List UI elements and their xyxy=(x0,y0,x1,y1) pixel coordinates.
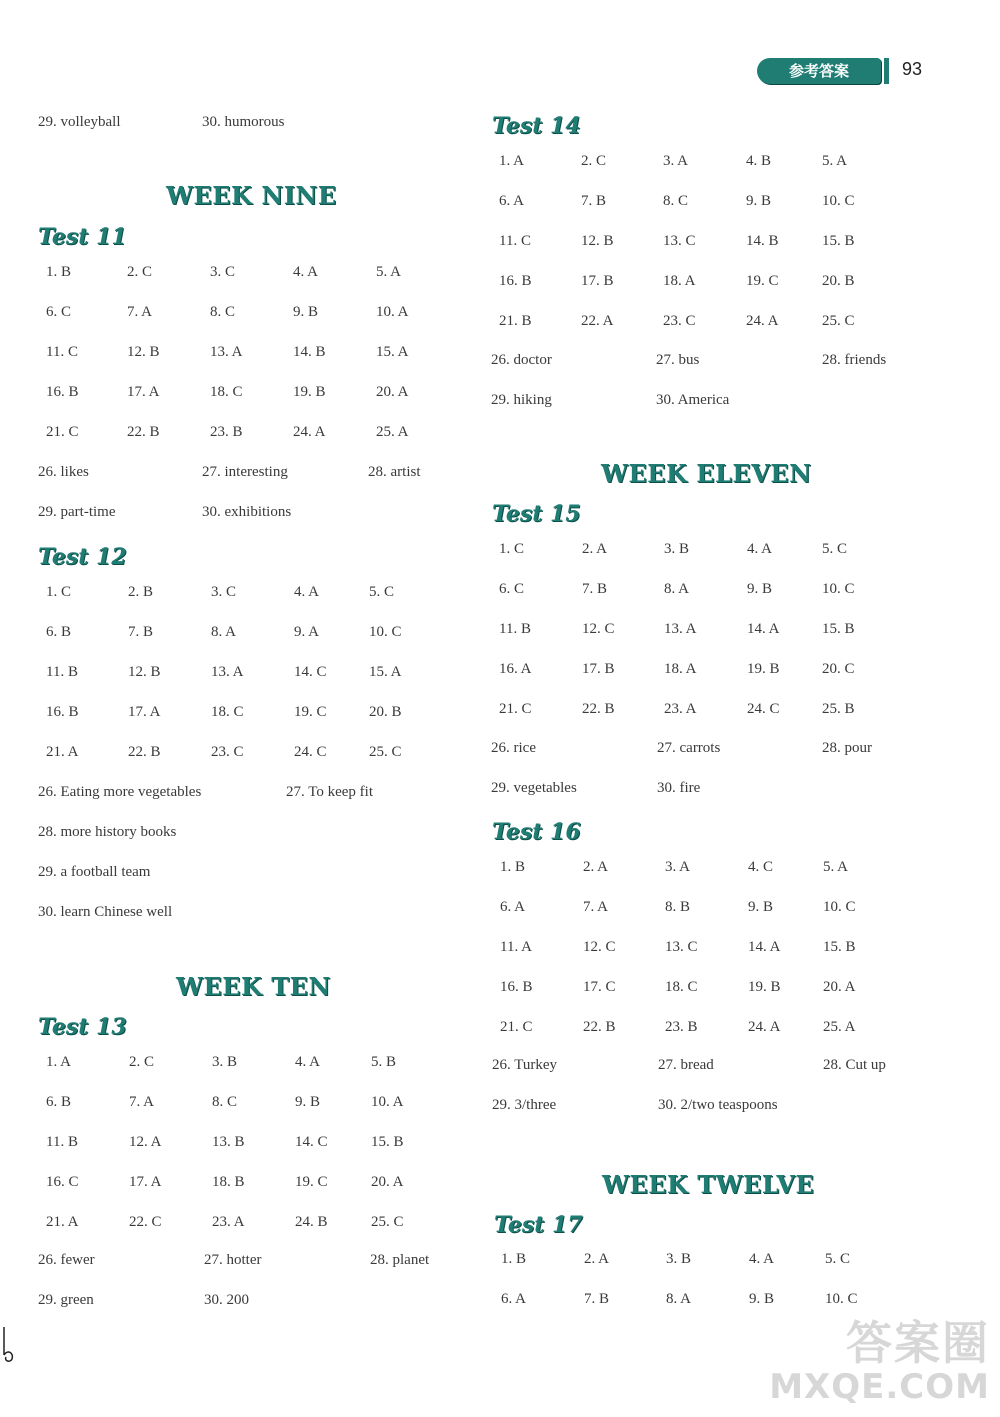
answer-item: 22. B xyxy=(127,424,160,440)
answer-item: 3. A xyxy=(665,859,691,875)
answer-item: 8. B xyxy=(665,899,691,915)
answer-item: 10. C xyxy=(822,581,855,597)
answer-item: 3. C xyxy=(211,584,237,600)
answer-item: 30. 2/two teaspoons xyxy=(658,1097,778,1113)
answer-item: 17. A xyxy=(128,704,161,720)
answer-item: 25. C xyxy=(371,1214,404,1230)
answer-item: 9. A xyxy=(294,624,320,640)
answer-item: 28. planet xyxy=(370,1252,430,1268)
test-heading: Test 11 xyxy=(38,224,127,250)
answer-item: 1. B xyxy=(46,264,72,280)
answer-item: 9. B xyxy=(749,1291,775,1307)
answer-item: 13. A xyxy=(210,344,243,360)
answer-item: 4. B xyxy=(746,153,772,169)
answer-item: 1. B xyxy=(500,859,526,875)
answer-item: 8. C xyxy=(663,193,689,209)
answer-item: 7. A xyxy=(127,304,153,320)
answer-item: 16. B xyxy=(500,979,533,995)
answer-item: 19. C xyxy=(295,1174,328,1190)
answer-item: 18. B xyxy=(212,1174,245,1190)
answer-item: 26. Turkey xyxy=(492,1057,558,1073)
corner-ornament-icon xyxy=(0,1325,20,1365)
answer-item: 3. C xyxy=(210,264,236,280)
answer-item: 6. A xyxy=(501,1291,527,1307)
answer-item: 13. A xyxy=(211,664,244,680)
section-badge: 参考答案 xyxy=(757,58,881,84)
answer-item: 26. likes xyxy=(38,464,89,480)
answer-item: 23. A xyxy=(212,1214,245,1230)
answer-item: 7. B xyxy=(581,193,607,209)
answer-item: 7. B xyxy=(584,1291,610,1307)
answer-item: 17. B xyxy=(582,661,615,677)
answer-item: 8. C xyxy=(212,1094,238,1110)
answer-item: 4. A xyxy=(747,541,773,557)
answer-item: 6. B xyxy=(46,1094,72,1110)
answer-item: 5. A xyxy=(822,153,848,169)
answer-item: 24. A xyxy=(293,424,326,440)
answer-item: 24. B xyxy=(295,1214,328,1230)
answer-item: 1. B xyxy=(501,1251,527,1267)
answer-item: 2. C xyxy=(581,153,607,169)
answer-item: 1. C xyxy=(499,541,525,557)
answer-item: 20. A xyxy=(376,384,409,400)
answer-item: 12. A xyxy=(129,1134,162,1150)
answer-item: 22. A xyxy=(581,313,614,329)
answer-item: 16. B xyxy=(499,273,532,289)
answer-item: 5. A xyxy=(376,264,402,280)
answer-item: 11. A xyxy=(500,939,532,955)
answer-item: 1. A xyxy=(46,1054,72,1070)
answer-item: 23. C xyxy=(211,744,244,760)
answer-item: 26. Eating more vegetables xyxy=(38,784,202,800)
answer-item: 21. C xyxy=(499,701,532,717)
week-heading: WEEK ELEVEN xyxy=(601,459,812,488)
answer-item: 10. A xyxy=(371,1094,404,1110)
answer-item: 17. B xyxy=(581,273,614,289)
answer-item: 12. B xyxy=(128,664,161,680)
answer-item: 19. C xyxy=(746,273,779,289)
test-heading: Test 14 xyxy=(492,113,581,139)
answer-item: 20. A xyxy=(371,1174,404,1190)
answer-item: 8. A xyxy=(666,1291,692,1307)
answer-item: 20. A xyxy=(823,979,856,995)
answer-item: 16. A xyxy=(499,661,532,677)
answer-item: 24. A xyxy=(746,313,779,329)
answer-item: 5. A xyxy=(823,859,849,875)
answer-item: 26. fewer xyxy=(38,1252,95,1268)
answer-item: 30. exhibitions xyxy=(202,504,292,520)
answer-item: 21. C xyxy=(46,424,79,440)
answer-item: 22. B xyxy=(583,1019,616,1035)
answer-item: 19. B xyxy=(748,979,781,995)
answer-item: 20. B xyxy=(369,704,402,720)
answer-item: 19. C xyxy=(294,704,327,720)
answer-item: 6. A xyxy=(499,193,525,209)
answer-item: 14. B xyxy=(746,233,779,249)
answer-item: 7. B xyxy=(582,581,608,597)
answer-item: 18. C xyxy=(210,384,243,400)
answer-item: 4. A xyxy=(294,584,320,600)
answer-item: 14. C xyxy=(295,1134,328,1150)
answer-item: 29. part-time xyxy=(38,504,116,520)
watermark-line1: 答案圈 xyxy=(846,1316,990,1370)
answer-item: 4. A xyxy=(293,264,319,280)
answer-item: 29. 3/three xyxy=(492,1097,557,1113)
answer-item: 15. B xyxy=(822,233,855,249)
answer-item: 3. B xyxy=(664,541,690,557)
answer-item: 29. vegetables xyxy=(491,780,577,796)
answer-item: 29. hiking xyxy=(491,392,552,408)
answer-item: 23. B xyxy=(210,424,243,440)
answer-item: 29. green xyxy=(38,1292,94,1308)
answer-item: 9. B xyxy=(747,581,773,597)
answer-item: 3. B xyxy=(666,1251,692,1267)
answer-item: 4. A xyxy=(295,1054,321,1070)
answer-item: 11. B xyxy=(46,664,78,680)
answer-item: 15. A xyxy=(376,344,409,360)
answer-item: 8. C xyxy=(210,304,236,320)
answer-item: 23. B xyxy=(665,1019,698,1035)
answer-item: 16. B xyxy=(46,704,79,720)
answer-item: 23. C xyxy=(663,313,696,329)
answer-item: 26. rice xyxy=(491,740,536,756)
answer-item: 27. bus xyxy=(656,352,700,368)
answer-item: 15. B xyxy=(823,939,856,955)
answer-item: 14. B xyxy=(293,344,326,360)
answer-item: 12. B xyxy=(127,344,160,360)
answer-item: 10. C xyxy=(369,624,402,640)
answer-item: 13. A xyxy=(664,621,697,637)
answer-item: 13. C xyxy=(665,939,698,955)
answer-item: 6. C xyxy=(46,304,72,320)
answer-item: 13. C xyxy=(663,233,696,249)
watermark-line2: MXQE.COM xyxy=(769,1367,990,1407)
answer-item: 29. a football team xyxy=(38,864,151,880)
answer-item: 11. B xyxy=(499,621,531,637)
answer-item: 21. C xyxy=(500,1019,533,1035)
answer-item: 24. C xyxy=(747,701,780,717)
answer-item: 28. more history books xyxy=(38,824,177,840)
answer-item: 9. B xyxy=(295,1094,321,1110)
answer-item: 22. B xyxy=(128,744,161,760)
answer-item: 16. C xyxy=(46,1174,79,1190)
answer-item: 2. B xyxy=(128,584,154,600)
answer-item: 1. A xyxy=(499,153,525,169)
answer-item: 20. C xyxy=(822,661,855,677)
answer-item: 27. To keep fit xyxy=(286,784,373,800)
answer-item: 13. B xyxy=(212,1134,245,1150)
answer-item: 24. C xyxy=(294,744,327,760)
answer-item: 18. A xyxy=(664,661,697,677)
header-divider xyxy=(884,58,889,84)
page-number: 93 xyxy=(902,59,923,79)
answer-item: 15. B xyxy=(822,621,855,637)
answer-item: 6. B xyxy=(46,624,72,640)
answer-item: 5. C xyxy=(825,1251,851,1267)
answer-item: 5. C xyxy=(369,584,395,600)
answer-item: 11. B xyxy=(46,1134,78,1150)
answer-item: 17. A xyxy=(127,384,160,400)
answer-item: 27. bread xyxy=(658,1057,714,1073)
answer-item: 7. B xyxy=(128,624,154,640)
answer-item: 19. B xyxy=(293,384,326,400)
answer-item: 30. fire xyxy=(657,780,701,796)
answer-item: 29. volleyball xyxy=(38,114,121,130)
answer-item: 18. A xyxy=(663,273,696,289)
answer-item: 25. A xyxy=(376,424,409,440)
answer-item: 2. A xyxy=(584,1251,610,1267)
answer-item: 1. C xyxy=(46,584,72,600)
answer-item: 17. C xyxy=(583,979,616,995)
answer-item: 2. A xyxy=(582,541,608,557)
answer-item: 16. B xyxy=(46,384,79,400)
answer-item: 11. C xyxy=(46,344,78,360)
answer-item: 12. B xyxy=(581,233,614,249)
answer-item: 15. A xyxy=(369,664,402,680)
answer-item: 27. hotter xyxy=(204,1252,262,1268)
answer-item: 25. C xyxy=(822,313,855,329)
answer-item: 28. Cut up xyxy=(823,1057,886,1073)
answer-item: 2. C xyxy=(129,1054,155,1070)
test-heading: Test 16 xyxy=(492,819,581,845)
answer-item: 18. C xyxy=(665,979,698,995)
week-heading: WEEK NINE xyxy=(166,181,337,210)
answer-item: 6. C xyxy=(499,581,525,597)
answer-item: 10. C xyxy=(823,899,856,915)
answer-item: 30. 200 xyxy=(204,1292,249,1308)
answer-item: 22. C xyxy=(129,1214,162,1230)
test-heading: Test 17 xyxy=(494,1212,583,1238)
answer-item: 27. interesting xyxy=(202,464,288,480)
week-heading: WEEK TWELVE xyxy=(602,1170,815,1199)
answer-item: 14. C xyxy=(294,664,327,680)
answer-item: 26. doctor xyxy=(491,352,552,368)
answer-item: 30. learn Chinese well xyxy=(38,904,173,920)
answer-item: 28. friends xyxy=(822,352,887,368)
answer-item: 4. C xyxy=(748,859,774,875)
answer-item: 8. A xyxy=(664,581,690,597)
answer-item: 9. B xyxy=(293,304,319,320)
answer-item: 4. A xyxy=(749,1251,775,1267)
answer-item: 20. B xyxy=(822,273,855,289)
answer-item: 15. B xyxy=(371,1134,404,1150)
answer-item: 27. carrots xyxy=(657,740,721,756)
answer-item: 25. A xyxy=(823,1019,856,1035)
answer-item: 25. C xyxy=(369,744,402,760)
answer-item: 10. A xyxy=(376,304,409,320)
answer-item: 8. A xyxy=(211,624,237,640)
answer-item: 28. artist xyxy=(368,464,421,480)
answer-item: 6. A xyxy=(500,899,526,915)
answer-item: 24. A xyxy=(748,1019,781,1035)
answer-item: 21. B xyxy=(499,313,532,329)
answer-item: 17. A xyxy=(129,1174,162,1190)
answer-item: 10. C xyxy=(822,193,855,209)
answer-item: 25. B xyxy=(822,701,855,717)
answer-item: 18. C xyxy=(211,704,244,720)
answer-item: 7. A xyxy=(583,899,609,915)
answer-item: 14. A xyxy=(748,939,781,955)
answer-item: 12. C xyxy=(582,621,615,637)
answer-item: 9. B xyxy=(746,193,772,209)
answer-item: 28. pour xyxy=(822,740,872,756)
test-heading: Test 12 xyxy=(38,544,127,570)
week-heading: WEEK TEN xyxy=(176,972,331,1001)
answer-item: 2. C xyxy=(127,264,153,280)
answer-item: 30. humorous xyxy=(202,114,285,130)
answer-item: 3. A xyxy=(663,153,689,169)
answer-item: 23. A xyxy=(664,701,697,717)
test-heading: Test 13 xyxy=(38,1014,127,1040)
watermark xyxy=(769,1318,990,1406)
answer-item: 14. A xyxy=(747,621,780,637)
answer-item: 11. C xyxy=(499,233,531,249)
answer-item: 19. B xyxy=(747,661,780,677)
answer-item: 9. B xyxy=(748,899,774,915)
answer-item: 10. C xyxy=(825,1291,858,1307)
answer-item: 5. C xyxy=(822,541,848,557)
answer-item: 3. B xyxy=(212,1054,238,1070)
answer-item: 21. A xyxy=(46,1214,79,1230)
answer-item: 30. America xyxy=(656,392,730,408)
answer-item: 5. B xyxy=(371,1054,397,1070)
answer-item: 12. C xyxy=(583,939,616,955)
test-heading: Test 15 xyxy=(492,501,581,527)
answer-item: 7. A xyxy=(129,1094,155,1110)
answer-item: 2. A xyxy=(583,859,609,875)
answer-item: 22. B xyxy=(582,701,615,717)
answer-item: 21. A xyxy=(46,744,79,760)
